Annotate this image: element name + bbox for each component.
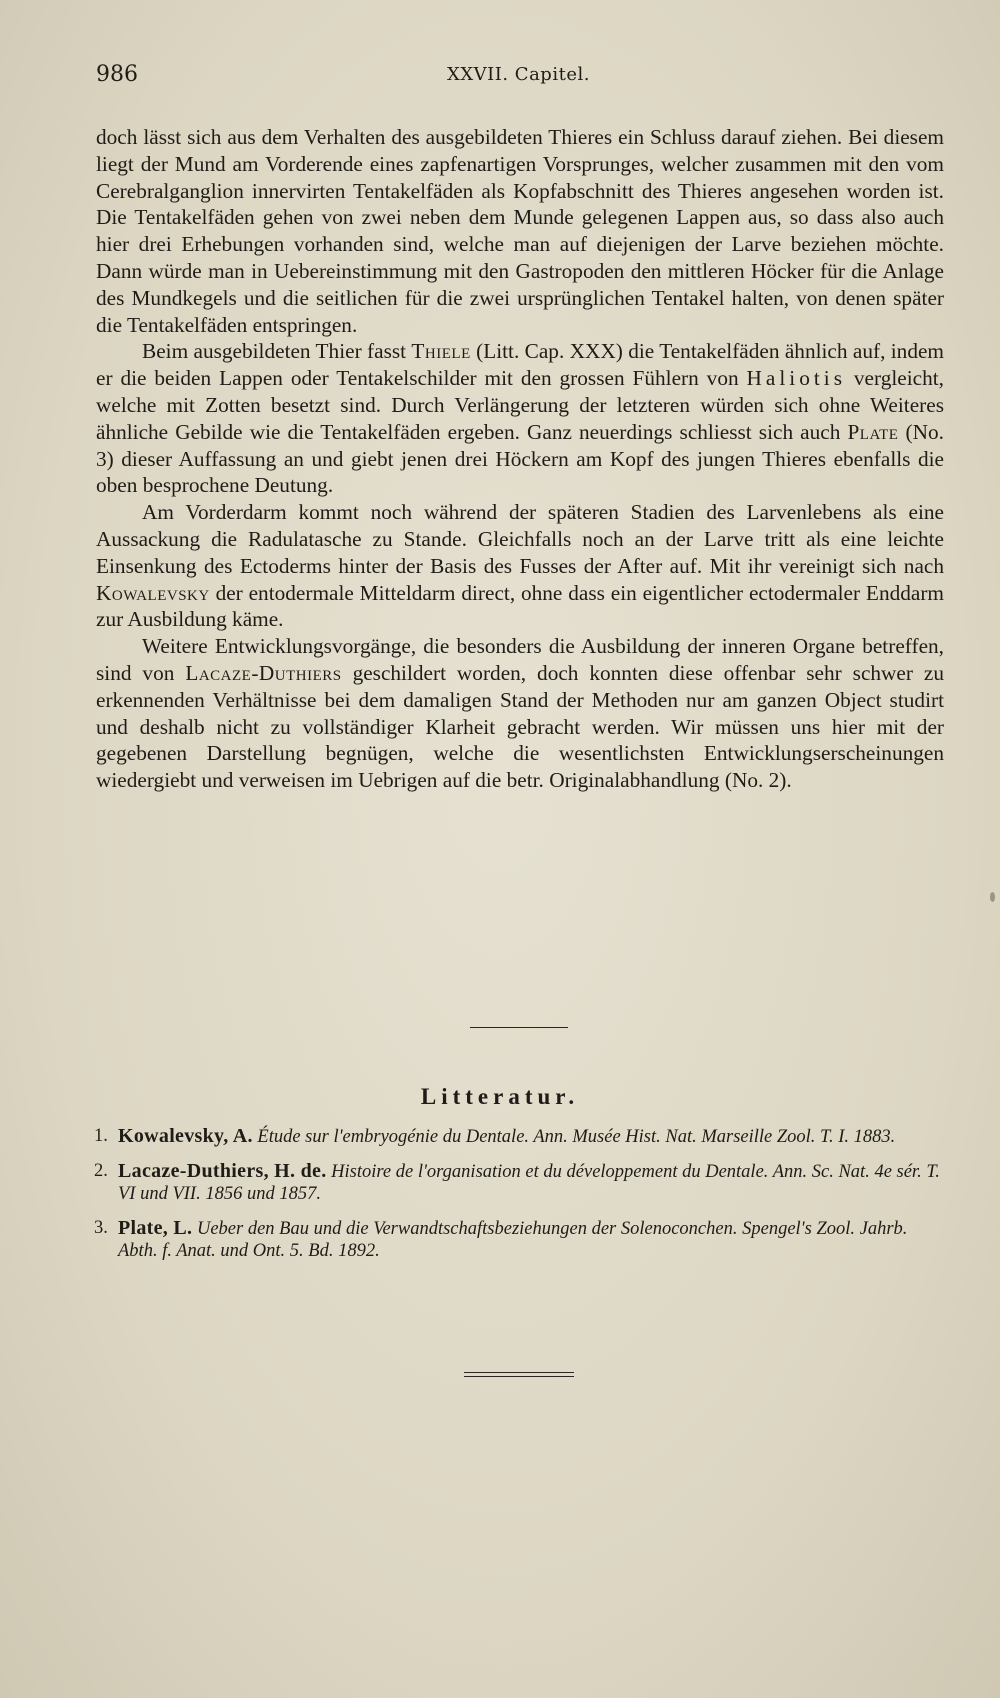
reference-item [94,1217,944,1262]
margin-mark [990,892,995,902]
reference-item [94,1160,944,1205]
reference-author: Kowalevsky, A. [118,1125,253,1147]
paragraph-4-text-b: geschildert worden, doch konnten diese offenbar sehr schwer zu erkennenden Verhältnisse bei dem damaligen Stand der Methoden nur am ganzen Object studirt und deshalb nicht zu vollständiger Klarheit gebracht werden. Wir müssen uns hier mit der gegebenen Darstellung begnügen, welche die wesentlichsten Entwicklungserscheinungen wiedergiebt und verweisen im Uebrigen auf die betr. Originalabhandlung (No. 2). [96,660,944,793]
paragraph-1-text: doch lässt sich aus dem Verhalten des ausgebildeten Thieres ein Schluss darauf ziehen. Bei diesem liegt der Mund am Vorderende eines zapfenartigen Vorsprunges, welcher zusammen mit den vom Cerebralganglion innervirten Tentakelfäden als Kopfabschnitt des Thieres angesehen worden ist. Die Tentakelfäden gehen von zwei neben dem Munde gelegenen Lappen aus, so dass also auch hier drei Erhebungen vorhanden sind, welche man auf diejenigen der Larve beziehen möchte. Dann würde man in Uebereinstimmung mit den Gastropoden den mittleren Höcker für die Anlage des Mundkegels und die seitlichen für die zwei ursprünglichen Tentakel halten, von denen später die Tentakelfäden entspringen. [96,125,944,337]
literature-heading: Litteratur. [420,1084,580,1109]
reference-item [94,1125,944,1148]
paragraph-2-text-d: (No. 3) dieser Auffassung an und giebt jenen drei Höckern am Kopf des jungen Thieres ebenfalls die oben besprochene Deutung. [96,419,944,498]
reference-title: Histoire de l'organisation et du développement du Dentale. Ann. Sc. Nat. 4e sér. T. VI und VII. 1856 und 1857. [118,1162,940,1204]
paragraph-2-text-a: Beim ausgebildeten Thier fasst [142,339,407,364]
paragraph-1 [96,124,944,338]
reference-title: Étude sur l'embryogénie du Dentale. Ann. Musée Hist. Nat. Marseille Zool. T. I. 1883. [257,1127,896,1147]
paragraph-2-text-b: (Litt. Cap. XXX) die Tentakelfäden ähnlich auf, indem er die beiden Lappen oder Tentakelschilder mit den grossen Fühlern von [96,339,944,391]
author-name-kowalevsky: Kowalevsky [96,580,210,605]
reference-number: 1. [94,1126,108,1146]
paragraph-3-text-a: Am Vorderdarm kommt noch während der späteren Stadien des Larvenlebens als eine Aussackung die Radulatasche zu Stande. Gleichfalls noch an der Larve tritt als eine leichte Einsenkung des Ectoderms hinter der Basis des Fusses der After auf. Mit ihr vereinigt sich nach [96,500,944,578]
page-header [96,62,941,102]
reference-title: Ueber den Bau und die Verwandtschaftsbeziehungen der Solenoconchen. Spengel's Zool. Jahrb. Abth. f. Anat. und Ont. 5. Bd. 1892. [118,1219,908,1261]
genus-name-haliotis: Haliotis [746,366,846,391]
paragraph-3 [96,499,944,633]
reference-number: 2. [94,1161,108,1181]
reference-number: 3. [94,1218,108,1238]
reference-author: Lacaze-Duthiers, H. de. [118,1160,327,1182]
paragraph-2 [96,338,944,499]
author-name-lacaze-duthiers: Lacaze-Duthiers [185,660,342,685]
running-title: XXVII. Capitel. [447,64,590,85]
reference-list [94,1125,944,1274]
paragraph-4-text-a: Weitere Entwicklungsvorgänge, die besonders die Ausbildung der inneren Organe betreffen, sind von [96,634,944,685]
page-number: 986 [96,62,138,87]
main-text [96,124,944,794]
reference-author: Plate, L. [118,1217,193,1239]
paragraph-4 [96,633,944,794]
end-double-rule [464,1372,574,1377]
section-divider [470,1027,568,1028]
author-name-plate: Plate [847,419,899,444]
paragraph-3-text-b: der entodermale Mitteldarm direct, ohne dass ein eigentlicher ectodermaler Enddarm zur Ausbildung käme. [96,580,944,632]
author-name-thiele: Thiele [411,339,471,364]
paragraph-2-text-c: vergleicht, welche mit Zotten besetzt sind. Durch Verlängerung der letzteren würden sich ohne Weiteres ähnliche Gebilde wie die Tentakelfäden ergeben. Ganz neuerdings schliesst sich auch [96,366,944,444]
